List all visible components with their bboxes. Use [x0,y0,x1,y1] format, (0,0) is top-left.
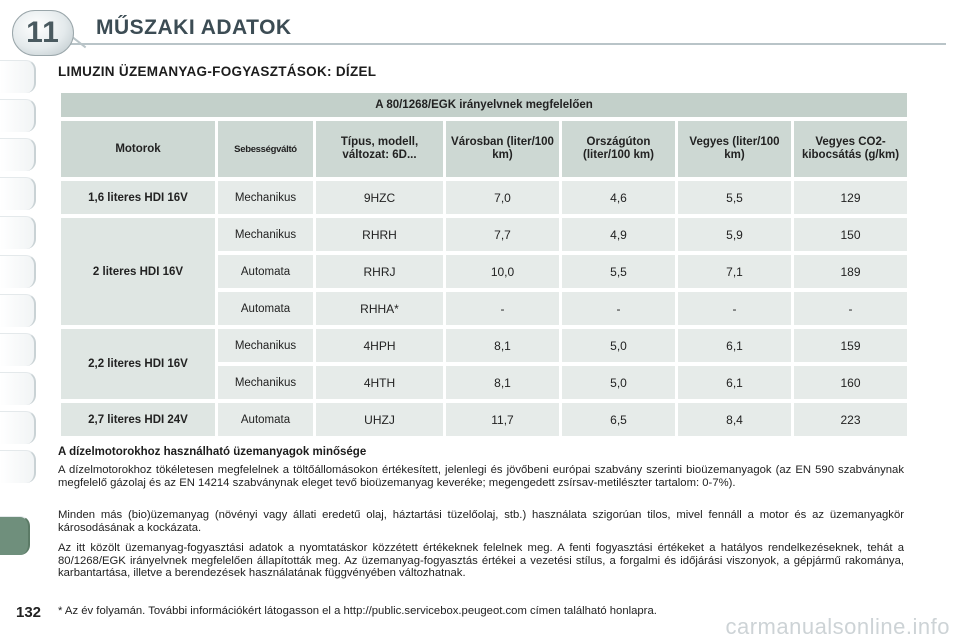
co2-cell: - [794,292,907,325]
mixed-cell: 6,1 [678,329,791,362]
chapter-tab-8[interactable] [0,333,36,366]
type-cell: 4HTH [316,366,443,399]
gearbox-cell: Mechanikus [218,329,313,362]
fuel-consumption-table [58,89,910,440]
col-header-type: Típus, modell, változat: 6D... [316,121,443,177]
mixed-cell: 8,4 [678,403,791,436]
gearbox-cell: Mechanikus [218,366,313,399]
mixed-cell: 6,1 [678,366,791,399]
gearbox-cell: Automata [218,403,313,436]
gearbox-cell: Mechanikus [218,181,313,214]
header-divider [66,43,946,45]
gearbox-cell: Automata [218,255,313,288]
table-row [61,218,907,251]
type-cell: RHHA* [316,292,443,325]
chapter-tab-active[interactable] [0,516,30,555]
city-cell: 7,0 [446,181,559,214]
fuel-quality-heading: A dízelmotorokhoz használható üzemanyagok minősége [58,446,367,458]
co2-cell: 159 [794,329,907,362]
road-cell: 5,5 [562,255,675,288]
city-cell: 8,1 [446,329,559,362]
consumption-note-paragraph: Az itt közölt üzemanyag-fogyasztási adatok a nyomtatáskor közzétett értékeknek felelnek meg. A fenti fogyasztási értékeket a hatályos rendelkezéseknek, tehát a 80/1268/EGK irányelvnek megfelelően állapították meg. Az üzemanyag-fogyasztás értékei a vezetési stílus, a forgalmi és időjárási viszonyok, a gépjármű rakománya, karbantartása, illetve a berendezések használatának függvényében változhatnak. [58,542,904,580]
chapter-tab-11[interactable] [0,450,36,483]
page-number: 132 [16,604,42,621]
co2-cell: 223 [794,403,907,436]
city-cell: 7,7 [446,218,559,251]
city-cell: 10,0 [446,255,559,288]
chapter-tab-6[interactable] [0,255,36,288]
type-cell: 4HPH [316,329,443,362]
gearbox-cell: Automata [218,292,313,325]
mixed-cell: 7,1 [678,255,791,288]
table-header-row [61,121,907,177]
chapter-tab-2[interactable] [0,99,36,132]
mixed-cell: - [678,292,791,325]
road-cell: 6,5 [562,403,675,436]
road-cell: 4,9 [562,218,675,251]
city-cell: 11,7 [446,403,559,436]
col-header-city: Városban (liter/100 km) [446,121,559,177]
type-cell: RHRJ [316,255,443,288]
table-top-header-row [61,93,907,117]
section-title: LIMUZIN ÜZEMANYAG-FOGYASZTÁSOK: DÍZEL [58,64,377,79]
page-header [0,0,960,48]
mixed-cell: 5,5 [678,181,791,214]
road-cell: - [562,292,675,325]
city-cell: 8,1 [446,366,559,399]
fuel-quality-paragraph-2: Minden más (bio)üzemanyag (növényi vagy állati eredetű olaj, háztartási tüzelőolaj, stb.) használata szigorúan tilos, mivel fennáll a motor és az üzemanyagkör károsodásának a kockázata. [58,509,904,534]
page-title: MŰSZAKI ADATOK [96,16,292,39]
chapter-tab-3[interactable] [0,138,36,171]
engine-cell: 1,6 literes HDI 16V [61,181,215,214]
road-cell: 5,0 [562,329,675,362]
co2-cell: 129 [794,181,907,214]
city-cell: - [446,292,559,325]
co2-cell: 150 [794,218,907,251]
col-header-mixed: Vegyes (liter/100 km) [678,121,791,177]
engine-cell: 2,2 literes HDI 16V [61,329,215,399]
directive-header: A 80/1268/EGK irányelvnek megfelelően [61,93,907,117]
fuel-quality-paragraph-1: A dízelmotorokhoz tökéletesen megfelelnek a töltőállomásokon értékesített, jelenlegi és jövőbeni európai szabvány szerinti bioüzemanyagok (az EN 590 szabványnak megfelelő gázolaj és az EN 14214 szabványnak eleget tevő bioüzemanyag keveréke; megengedett zsírsav-metilészter tartalom: 0-7%). [58,464,904,489]
engine-cell: 2 literes HDI 16V [61,218,215,325]
chapter-number-badge: 11 [12,10,74,56]
engine-cell: 2,7 literes HDI 24V [61,403,215,436]
road-cell: 4,6 [562,181,675,214]
col-header-road: Országúton (liter/100 km) [562,121,675,177]
table-row [61,329,907,362]
col-header-engines: Motorok [61,121,215,177]
mixed-cell: 5,9 [678,218,791,251]
chapter-tab-10[interactable] [0,411,36,444]
type-cell: RHRH [316,218,443,251]
footnote: * Az év folyamán. További információkért látogasson el a http://public.servicebox.peugeot.com címen található honlapra. [58,605,657,617]
gearbox-cell: Mechanikus [218,218,313,251]
chapter-tab-9[interactable] [0,372,36,405]
co2-cell: 189 [794,255,907,288]
type-cell: UHZJ [316,403,443,436]
table-row [61,403,907,436]
chapter-tab-1[interactable] [0,60,36,93]
table-row [61,181,907,214]
col-header-gearbox: Sebességváltó [218,121,313,177]
chapter-tab-4[interactable] [0,177,36,210]
road-cell: 5,0 [562,366,675,399]
co2-cell: 160 [794,366,907,399]
chapter-tab-5[interactable] [0,216,36,249]
col-header-co2: Vegyes CO2-kibocsátás (g/km) [794,121,907,177]
type-cell: 9HZC [316,181,443,214]
watermark: carmanualsonline.info [725,614,950,639]
chapter-tab-7[interactable] [0,294,36,327]
